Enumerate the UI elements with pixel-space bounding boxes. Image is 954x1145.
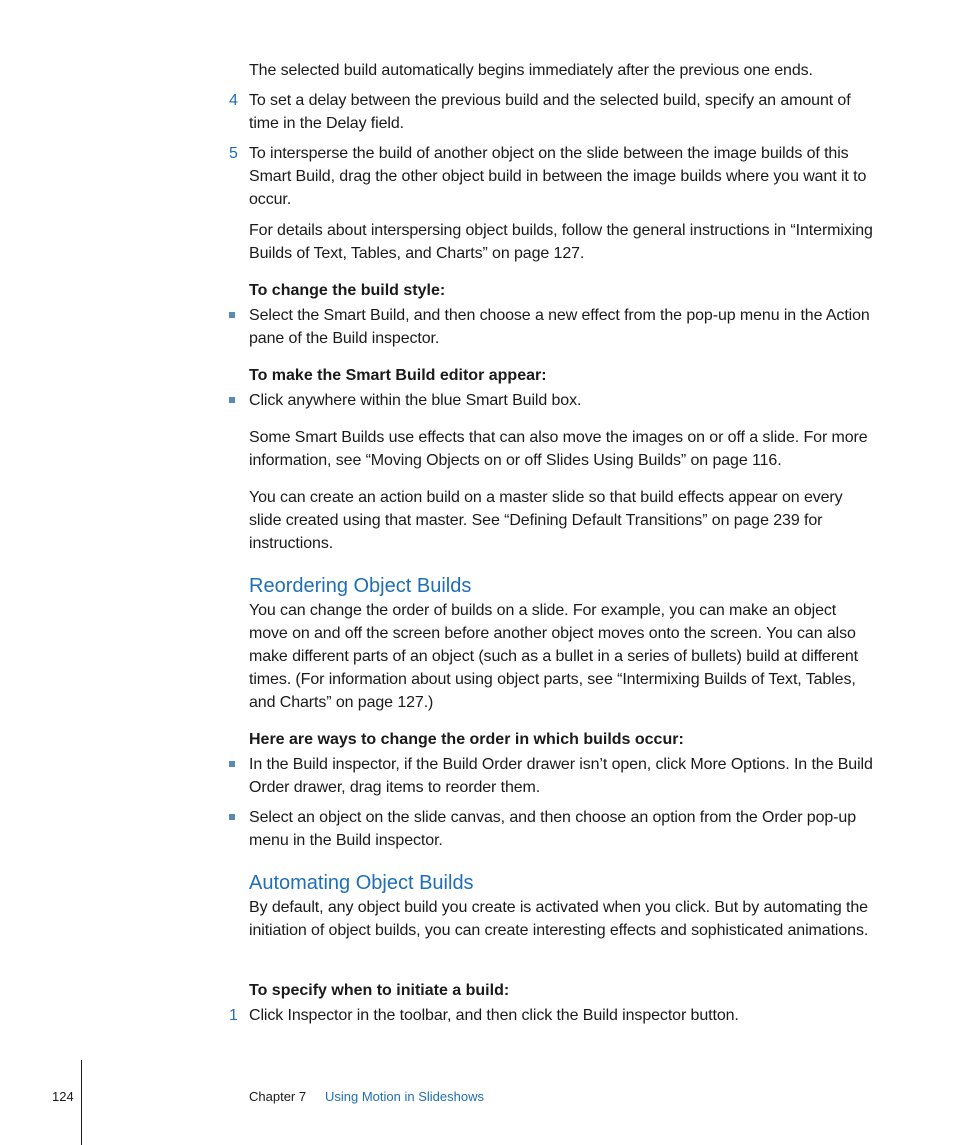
footer-chapter-title: Using Motion in Slideshows xyxy=(325,1089,484,1104)
step-number-5: 5 xyxy=(229,145,238,162)
footer-chapter: Chapter 7 xyxy=(249,1089,307,1104)
bullet-square-icon xyxy=(229,397,235,403)
heading-change-build-style: To change the build style: xyxy=(249,282,446,299)
step-number-4: 4 xyxy=(229,92,238,109)
step-4-text: To set a delay between the previous build and the selected build, specify an amount of time in the Delay field. xyxy=(249,92,851,132)
paragraph-automating: By default, any object build you create is activated when you click. But by automating the initiation of object builds, you can create interesting effects and sophisticated animations. xyxy=(249,899,869,939)
paragraph-details: For details about interspersing object builds, follow the general instructions in “Intermixing Builds of Text, Tables, and Charts” on page 127. xyxy=(249,222,873,262)
bullet-square-icon xyxy=(229,814,235,820)
section-heading-reordering: Reordering Object Builds xyxy=(249,575,472,597)
paragraph-some-smart-builds: Some Smart Builds use effects that can also move the images on or off a slide. For more information, see “Moving Objects on or off Slides Using Builds” on page 116. xyxy=(249,429,868,469)
bullet-ways-2-text: Select an object on the slide canvas, and then choose an option from the Order pop-up menu in the Build inspector. xyxy=(249,809,857,849)
bullet-square-icon xyxy=(229,312,235,318)
step-5-text: To intersperse the build of another object on the slide between the image builds of this Smart Build, drag the other object build in between the image builds where you want it to occur. xyxy=(249,145,867,208)
bullet-change-style-text: Select the Smart Build, and then choose a new effect from the pop-up menu in the Action pane of the Build inspector. xyxy=(249,307,870,347)
bullet-ways-1-text: In the Build inspector, if the Build Order drawer isn’t open, click More Options. In the Build Order drawer, drag items to reorder them. xyxy=(249,756,873,796)
step-number-1: 1 xyxy=(229,1007,238,1024)
footer-divider xyxy=(81,1060,82,1145)
heading-specify-initiate: To specify when to initiate a build: xyxy=(249,982,510,999)
paragraph-selected-build: The selected build automatically begins immediately after the previous one ends. xyxy=(249,62,813,79)
page-number: 124 xyxy=(52,1089,74,1104)
paragraph-action-build: You can create an action build on a master slide so that build effects appear on every slide created using that master. See “Defining Default Transitions” on page 239 for instructions. xyxy=(249,489,843,552)
section-heading-automating: Automating Object Builds xyxy=(249,872,474,894)
bullet-square-icon xyxy=(229,761,235,767)
paragraph-reordering: You can change the order of builds on a slide. For example, you can make an object move on and off the screen before another object moves onto the screen. You can also make different parts of an object (such as a bullet in a series of bullets) build at different times. (For information about using object parts, see “Intermixing Builds of Text, Tables, and Charts” on page 127.) xyxy=(249,602,859,711)
heading-smart-build-editor: To make the Smart Build editor appear: xyxy=(249,367,547,384)
step-1-text: Click Inspector in the toolbar, and then click the Build inspector button. xyxy=(249,1007,739,1024)
heading-ways-to-change-order: Here are ways to change the order in which builds occur: xyxy=(249,731,684,748)
bullet-editor-text: Click anywhere within the blue Smart Build box. xyxy=(249,392,582,409)
